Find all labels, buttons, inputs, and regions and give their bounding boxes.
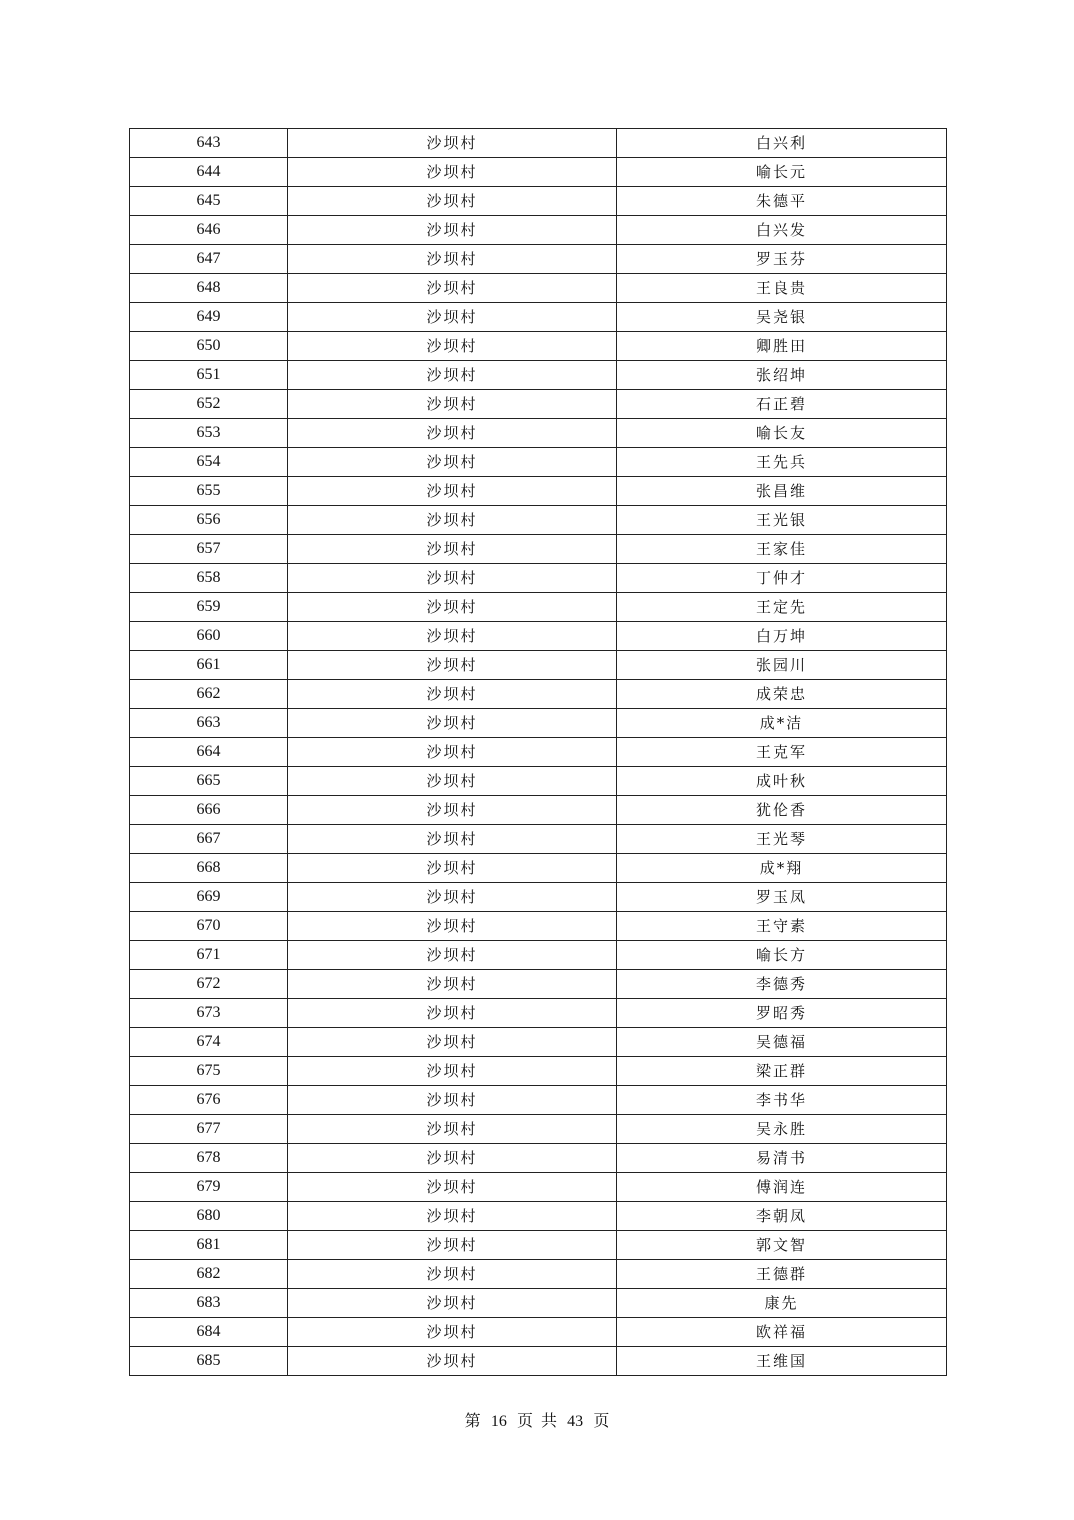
row-number-cell: 680 [130, 1202, 288, 1231]
village-cell: 沙坝村 [288, 796, 617, 825]
village-cell: 沙坝村 [288, 303, 617, 332]
village-cell: 沙坝村 [288, 129, 617, 158]
person-name-cell: 王光琴 [617, 825, 947, 854]
row-number-cell: 667 [130, 825, 288, 854]
row-number-cell: 647 [130, 245, 288, 274]
village-cell: 沙坝村 [288, 216, 617, 245]
person-name-cell: 王德群 [617, 1260, 947, 1289]
table-row [130, 999, 947, 1028]
person-name-cell: 李朝凤 [617, 1202, 947, 1231]
row-number-cell: 658 [130, 564, 288, 593]
person-name-cell: 李书华 [617, 1086, 947, 1115]
table-row [130, 622, 947, 651]
village-cell: 沙坝村 [288, 477, 617, 506]
village-cell: 沙坝村 [288, 1086, 617, 1115]
village-cell: 沙坝村 [288, 651, 617, 680]
village-cell: 沙坝村 [288, 1318, 617, 1347]
table-row [130, 216, 947, 245]
row-number-cell: 646 [130, 216, 288, 245]
person-name-cell: 白万坤 [617, 622, 947, 651]
table-row [130, 564, 947, 593]
village-cell: 沙坝村 [288, 361, 617, 390]
village-cell: 沙坝村 [288, 767, 617, 796]
village-cell: 沙坝村 [288, 709, 617, 738]
person-name-cell: 张昌维 [617, 477, 947, 506]
row-number-cell: 672 [130, 970, 288, 999]
table-row [130, 1086, 947, 1115]
person-name-cell: 王克军 [617, 738, 947, 767]
person-name-cell: 王先兵 [617, 448, 947, 477]
row-number-cell: 681 [130, 1231, 288, 1260]
person-name-cell: 张园川 [617, 651, 947, 680]
table-row [130, 419, 947, 448]
village-cell: 沙坝村 [288, 1260, 617, 1289]
row-number-cell: 662 [130, 680, 288, 709]
village-cell: 沙坝村 [288, 999, 617, 1028]
village-cell: 沙坝村 [288, 941, 617, 970]
person-name-cell: 傅润连 [617, 1173, 947, 1202]
village-cell: 沙坝村 [288, 883, 617, 912]
village-cell: 沙坝村 [288, 1289, 617, 1318]
row-number-cell: 668 [130, 854, 288, 883]
table-row [130, 506, 947, 535]
page-footer [0, 1408, 1074, 1435]
table-row [130, 1202, 947, 1231]
row-number-cell: 679 [130, 1173, 288, 1202]
person-name-cell: 王定先 [617, 593, 947, 622]
person-name-cell: 成叶秋 [617, 767, 947, 796]
row-number-cell: 656 [130, 506, 288, 535]
village-cell: 沙坝村 [288, 448, 617, 477]
row-number-cell: 684 [130, 1318, 288, 1347]
table-row [130, 1347, 947, 1376]
village-cell: 沙坝村 [288, 1202, 617, 1231]
row-number-cell: 652 [130, 390, 288, 419]
row-number-cell: 673 [130, 999, 288, 1028]
village-cell: 沙坝村 [288, 274, 617, 303]
table-row [130, 448, 947, 477]
row-number-cell: 649 [130, 303, 288, 332]
table-row [130, 245, 947, 274]
person-name-cell: 成*洁 [617, 709, 947, 738]
table-row [130, 274, 947, 303]
table-row [130, 477, 947, 506]
village-cell: 沙坝村 [288, 1144, 617, 1173]
table-row [130, 1289, 947, 1318]
table-row [130, 1028, 947, 1057]
person-name-cell: 王维国 [617, 1347, 947, 1376]
row-number-cell: 659 [130, 593, 288, 622]
table-row [130, 1231, 947, 1260]
footer-suffix: 页 [593, 1413, 610, 1430]
person-name-cell: 王守素 [617, 912, 947, 941]
table-row [130, 361, 947, 390]
village-cell: 沙坝村 [288, 506, 617, 535]
row-number-cell: 665 [130, 767, 288, 796]
village-cell: 沙坝村 [288, 390, 617, 419]
village-cell: 沙坝村 [288, 1347, 617, 1376]
village-cell: 沙坝村 [288, 1115, 617, 1144]
person-name-cell: 张绍坤 [617, 361, 947, 390]
table-row [130, 825, 947, 854]
roster-table-body [130, 129, 947, 1376]
village-cell: 沙坝村 [288, 854, 617, 883]
village-cell: 沙坝村 [288, 680, 617, 709]
row-number-cell: 675 [130, 1057, 288, 1086]
row-number-cell: 676 [130, 1086, 288, 1115]
person-name-cell: 白兴发 [617, 216, 947, 245]
table-row [130, 1318, 947, 1347]
person-name-cell: 康先 [617, 1289, 947, 1318]
table-row [130, 535, 947, 564]
person-name-cell: 白兴利 [617, 129, 947, 158]
table-row [130, 854, 947, 883]
person-name-cell: 李德秀 [617, 970, 947, 999]
table-row [130, 941, 947, 970]
person-name-cell: 卿胜田 [617, 332, 947, 361]
table-row [130, 912, 947, 941]
row-number-cell: 661 [130, 651, 288, 680]
village-cell: 沙坝村 [288, 187, 617, 216]
row-number-cell: 678 [130, 1144, 288, 1173]
table-row [130, 651, 947, 680]
person-name-cell: 王家佳 [617, 535, 947, 564]
footer-middle: 页 共 [516, 1413, 557, 1430]
village-cell: 沙坝村 [288, 1173, 617, 1202]
row-number-cell: 683 [130, 1289, 288, 1318]
row-number-cell: 650 [130, 332, 288, 361]
table-row [130, 129, 947, 158]
person-name-cell: 犹伦香 [617, 796, 947, 825]
person-name-cell: 石正碧 [617, 390, 947, 419]
village-cell: 沙坝村 [288, 564, 617, 593]
row-number-cell: 666 [130, 796, 288, 825]
village-cell: 沙坝村 [288, 1057, 617, 1086]
footer-prefix: 第 [464, 1413, 481, 1430]
person-name-cell: 王良贵 [617, 274, 947, 303]
village-cell: 沙坝村 [288, 593, 617, 622]
row-number-cell: 664 [130, 738, 288, 767]
table-row [130, 332, 947, 361]
person-name-cell: 朱德平 [617, 187, 947, 216]
row-number-cell: 677 [130, 1115, 288, 1144]
person-name-cell: 易清书 [617, 1144, 947, 1173]
village-cell: 沙坝村 [288, 419, 617, 448]
row-number-cell: 648 [130, 274, 288, 303]
roster-table [129, 128, 947, 1376]
village-cell: 沙坝村 [288, 970, 617, 999]
person-name-cell: 吴永胜 [617, 1115, 947, 1144]
row-number-cell: 653 [130, 419, 288, 448]
row-number-cell: 644 [130, 158, 288, 187]
person-name-cell: 王光银 [617, 506, 947, 535]
village-cell: 沙坝村 [288, 622, 617, 651]
table-row [130, 390, 947, 419]
footer-total-pages: 43 [567, 1413, 584, 1430]
row-number-cell: 657 [130, 535, 288, 564]
table-row [130, 303, 947, 332]
table-row [130, 709, 947, 738]
person-name-cell: 罗玉芬 [617, 245, 947, 274]
row-number-cell: 643 [130, 129, 288, 158]
person-name-cell: 丁仲才 [617, 564, 947, 593]
village-cell: 沙坝村 [288, 912, 617, 941]
village-cell: 沙坝村 [288, 1028, 617, 1057]
village-cell: 沙坝村 [288, 245, 617, 274]
person-name-cell: 喻长友 [617, 419, 947, 448]
table-row [130, 1173, 947, 1202]
village-cell: 沙坝村 [288, 738, 617, 767]
person-name-cell: 吴德福 [617, 1028, 947, 1057]
table-row [130, 738, 947, 767]
row-number-cell: 682 [130, 1260, 288, 1289]
row-number-cell: 663 [130, 709, 288, 738]
person-name-cell: 喻长元 [617, 158, 947, 187]
table-row [130, 767, 947, 796]
village-cell: 沙坝村 [288, 332, 617, 361]
person-name-cell: 成*翔 [617, 854, 947, 883]
table-row [130, 680, 947, 709]
table-row [130, 158, 947, 187]
row-number-cell: 669 [130, 883, 288, 912]
table-row [130, 1115, 947, 1144]
row-number-cell: 654 [130, 448, 288, 477]
row-number-cell: 660 [130, 622, 288, 651]
table-row [130, 970, 947, 999]
person-name-cell: 罗昭秀 [617, 999, 947, 1028]
row-number-cell: 655 [130, 477, 288, 506]
person-name-cell: 成荣忠 [617, 680, 947, 709]
row-number-cell: 685 [130, 1347, 288, 1376]
person-name-cell: 欧祥福 [617, 1318, 947, 1347]
table-row [130, 187, 947, 216]
village-cell: 沙坝村 [288, 825, 617, 854]
footer-current-page: 16 [490, 1413, 507, 1430]
village-cell: 沙坝村 [288, 158, 617, 187]
person-name-cell: 郭文智 [617, 1231, 947, 1260]
person-name-cell: 吴尧银 [617, 303, 947, 332]
row-number-cell: 674 [130, 1028, 288, 1057]
row-number-cell: 670 [130, 912, 288, 941]
row-number-cell: 651 [130, 361, 288, 390]
table-row [130, 593, 947, 622]
table-row [130, 1057, 947, 1086]
table-row [130, 883, 947, 912]
table-row [130, 1144, 947, 1173]
village-cell: 沙坝村 [288, 1231, 617, 1260]
person-name-cell: 罗玉凤 [617, 883, 947, 912]
table-row [130, 1260, 947, 1289]
row-number-cell: 645 [130, 187, 288, 216]
village-cell: 沙坝村 [288, 535, 617, 564]
person-name-cell: 梁正群 [617, 1057, 947, 1086]
table-row [130, 796, 947, 825]
row-number-cell: 671 [130, 941, 288, 970]
person-name-cell: 喻长方 [617, 941, 947, 970]
